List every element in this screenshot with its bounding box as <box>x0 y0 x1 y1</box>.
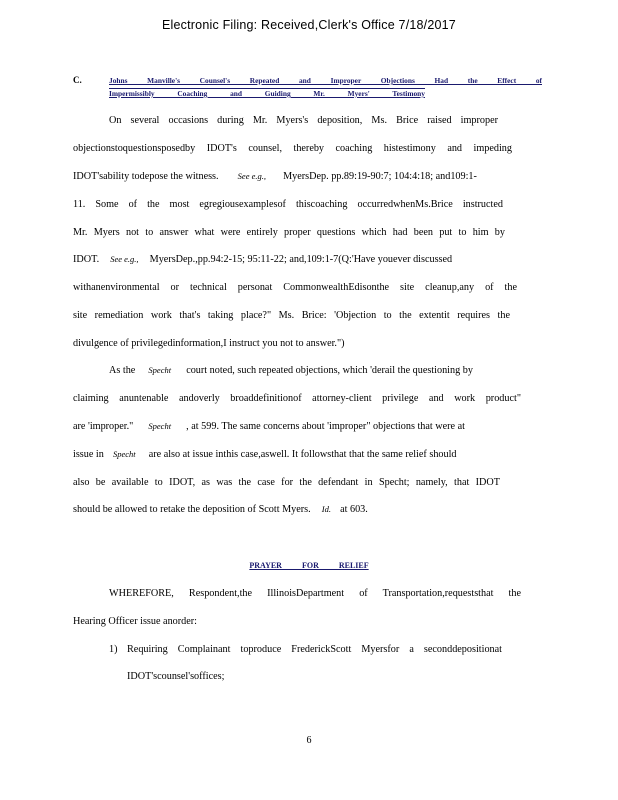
p1-line-3-text-c: MyersDep. pp.89:19-90:7; 104:4:18; and109:1- <box>283 171 477 182</box>
p1-line-6 <box>73 254 513 265</box>
p2-line-4-text-a: issue in <box>73 449 104 460</box>
p2-line-1-case-name: Specht <box>148 365 172 375</box>
p1-line-7: withanenvironmental or technical personat CommonwealthEdisonthe site cleanup,any of the <box>73 282 517 293</box>
p2-line-1 <box>109 365 519 376</box>
p2-line-5: also be available to IDOT, as was the case for the defendant in Specht; namely, that IDOT <box>73 477 500 488</box>
section-title-line-2: Impermissibly Coaching and Guiding Mr. Myers' Testimony <box>109 89 425 98</box>
p1-line-4: 11. Some of the most egregiousexamplesof thiscoaching occurredwhenMs.Brice instructed <box>73 199 503 210</box>
p1-line-3-text-a: IDOT'sability todepose the witness. <box>73 171 219 182</box>
list-item-1-number: 1) <box>109 644 118 655</box>
p2-line-2: claiming anuntenable andoverly broaddefinitionof attorney-client privilege and work product" <box>73 393 521 404</box>
p2-line-4-case-name: Specht <box>112 449 136 459</box>
p1-line-3 <box>73 171 513 182</box>
p1-line-6-text-c: MyersDep.,pp.94:2-15; 95:11-22; and,109:1-7(Q:'Have youever discussed <box>149 254 453 265</box>
p1-line-9: divulgence of privilegedinformation,I instruct you not to answer.") <box>73 338 345 349</box>
p2-line-3-text-c: , at 599. The same concerns about 'improper" objections that were at <box>186 421 465 432</box>
list-item-1-line-2: IDOT'scounsel'soffices; <box>127 671 225 682</box>
p1-line-3-citation-signal: See e.g., <box>237 171 266 181</box>
p2-line-6-text-a: should be allowed to retake the deposition of Scott Myers. <box>73 504 311 515</box>
p3-line-2: Hearing Officer issue anorder: <box>73 616 197 627</box>
p2-line-3-text-a: are 'improper." <box>73 421 134 432</box>
p2-line-4-text-c: are also at issue inthis case,aswell. It followsthat that the same relief should <box>148 449 457 460</box>
p2-line-6 <box>73 504 368 515</box>
p2-line-1-text-c: court noted, such repeated objections, which 'derail the questioning by <box>186 365 473 376</box>
prayer-heading: PRAYER FOR RELIEF <box>249 561 369 570</box>
p2-line-4 <box>73 449 513 460</box>
page-number: 6 <box>306 735 312 746</box>
p1-line-6-text-a: IDOT. <box>73 254 100 265</box>
p1-line-5: Mr. Myers not to answer what were entirely proper questions which had been put to him by <box>73 227 505 238</box>
p1-line-8: site remediation work that's taking place?" Ms. Brice: 'Objection to the extentit requires the <box>73 310 510 321</box>
p3-line-1: WHEREFORE, Respondent,the IllinoisDepartment of Transportation,requeststhat the <box>109 588 521 599</box>
p1-line-2: objectionstoquestionsposedby IDOT's counsel, thereby coaching histestimony and impeding <box>73 143 512 154</box>
filing-header: Electronic Filing: Received,Clerk's Office 7/18/2017 <box>162 18 456 32</box>
p2-line-6-text-c: at 603. <box>340 504 368 515</box>
p1-line-1: On several occasions during Mr. Myers's deposition, Ms. Brice raised improper <box>109 115 498 126</box>
section-title-line-1: Johns Manville's Counsel's Repeated and Improper Objections Had the Effect of <box>109 76 542 85</box>
list-item-1-line-1: Requiring Complainant toproduce FrederickScott Myersfor a seconddepositionat <box>127 644 502 655</box>
p2-line-3 <box>73 421 517 432</box>
p1-line-6-citation-signal: See e.g., <box>110 254 139 264</box>
p2-line-3-case-name: Specht <box>148 421 172 431</box>
section-letter: C. <box>73 75 82 85</box>
p2-line-6-citation-signal: Id. <box>321 504 331 514</box>
p2-line-1-text-a: As the <box>109 365 136 376</box>
